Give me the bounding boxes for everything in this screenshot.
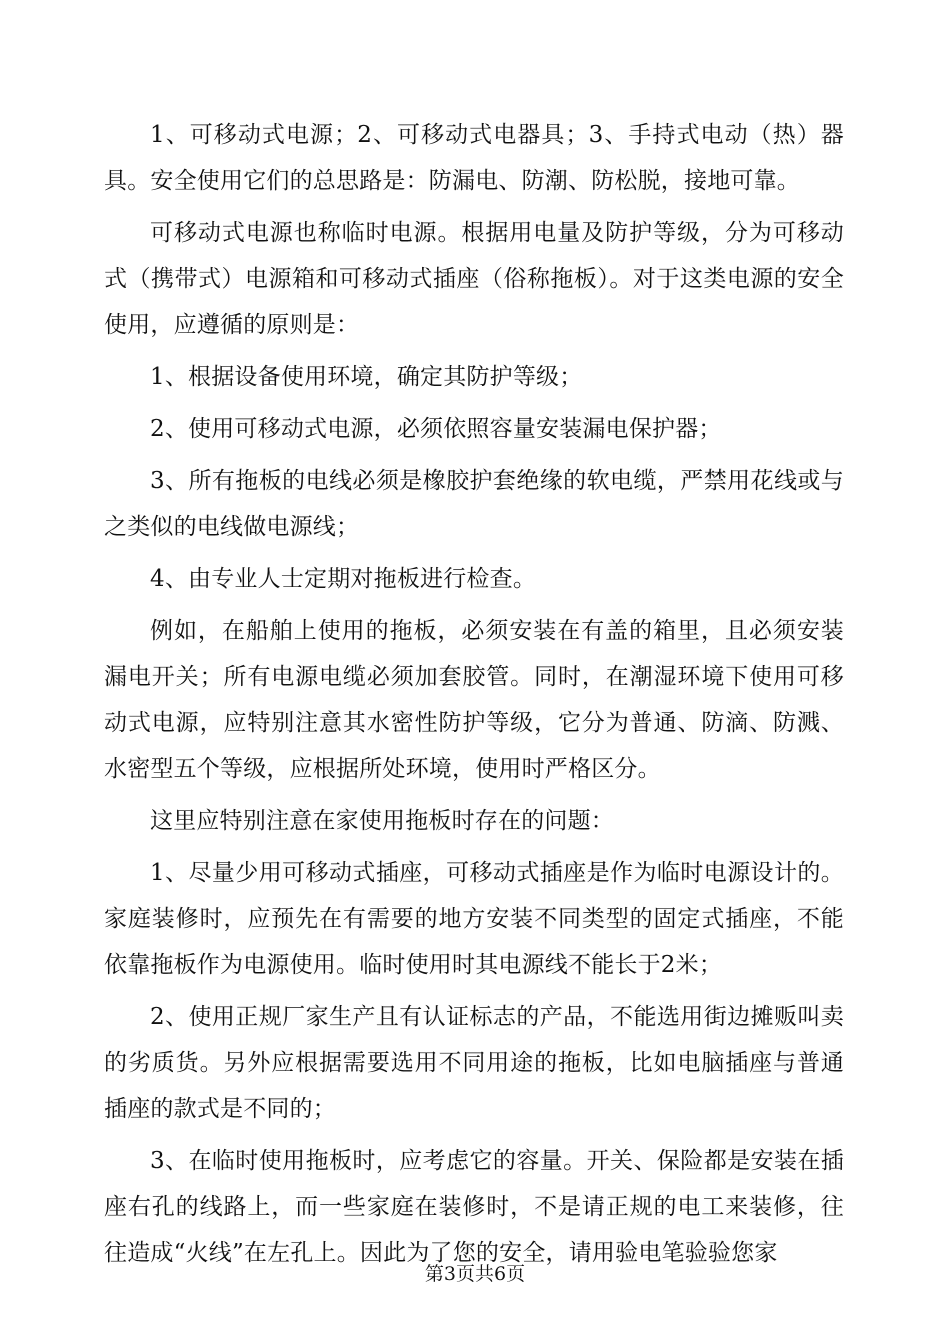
document-body	[104, 112, 844, 1282]
paragraph-11: 3、在临时使用拖板时，应考虑它的容量。开关、保险都是安装在插座右孔的线路上，而一些家庭在装修时，不是请正规的电工来装修，往往造成“火线”在左孔上。因此为了您的安全，请用验电笔验验您家	[104, 1148, 844, 1266]
paragraph-2: 可移动式电源也称临时电源。根据用电量及防护等级，分为可移动式（携带式）电源箱和可移动式插座（俗称拖板）。对于这类电源的安全使用，应遵循的原则是：	[104, 220, 844, 338]
paragraph-6: 4、由专业人士定期对拖板进行检查。	[150, 566, 537, 592]
paragraph-7: 例如，在船舶上使用的拖板，必须安装在有盖的箱里，且必须安装漏电开关；所有电源电缆必须加套胶管。同时，在潮湿环境下使用可移动式电源，应特别注意其水密性防护等级，它分为普通、防滴、防溅、水密型五个等级，应根据所处环境，使用时严格区分。	[104, 618, 844, 782]
paragraph-4: 2、使用可移动式电源，必须依照容量安装漏电保护器；	[150, 416, 722, 442]
paragraph-9: 1、尽量少用可移动式插座，可移动式插座是作为临时电源设计的。家庭装修时，应预先在有需要的地方安装不同类型的固定式插座，不能依靠拖板作为电源使用。临时使用时其电源线不能长于2米；	[104, 860, 844, 978]
page-number-footer: 第3页共6页	[424, 1263, 526, 1285]
paragraph-10: 2、使用正规厂家生产且有认证标志的产品，不能选用街边摊贩叫卖的劣质货。另外应根据需要选用不同用途的拖板，比如电脑插座与普通插座的款式是不同的；	[104, 1004, 844, 1122]
paragraph-3: 1、根据设备使用环境，确定其防护等级；	[150, 364, 583, 390]
paragraph-8: 这里应特别注意在家使用拖板时存在的问题：	[150, 808, 614, 834]
paragraph-1: 1、可移动式电源；2、可移动式电器具；3、手持式电动（热）器具。安全使用它们的总思路是：防漏电、防潮、防松脱，接地可靠。	[104, 122, 844, 194]
paragraph-5: 3、所有拖板的电线必须是橡胶护套绝缘的软电缆，严禁用花线或与之类似的电线做电源线；	[104, 468, 844, 540]
